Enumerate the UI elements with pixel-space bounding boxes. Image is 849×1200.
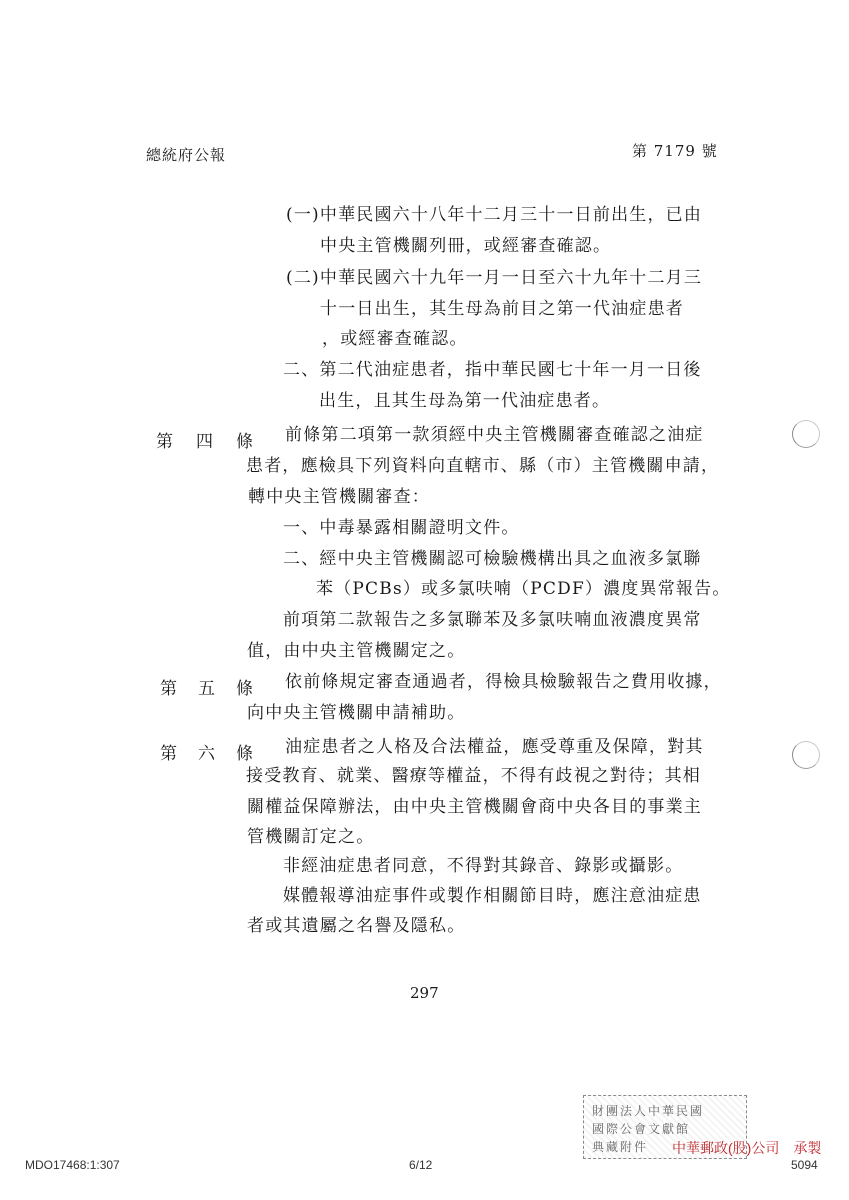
text-line: (二)中華民國六十九年一月一日至六十九年十二月三 — [286, 268, 703, 288]
issue-number: 第 7179 號 — [632, 142, 718, 160]
text-line: 二、第二代油症患者，指中華民國七十年一月一日後 — [283, 360, 702, 380]
text-line: 前項第二款報告之多氯聯苯及多氯呋喃血液濃度異常 — [283, 610, 702, 630]
text-line: 管機關訂定之。 — [247, 827, 375, 847]
text-line: 油症患者之人格及合法權益，應受尊重及保障，對其 — [285, 737, 704, 757]
text-line: 苯（PCBs）或多氯呋喃（PCDF）濃度異常報告。 — [316, 579, 731, 599]
text-line: ，或經審查確認。 — [322, 329, 468, 349]
printer-credit: 中華郵政(股)公司 承製 — [672, 1140, 822, 1156]
article-label: 第 四 條 — [156, 432, 253, 452]
text-line: 向中央主管機關申請補助。 — [247, 703, 466, 723]
punch-hole — [792, 420, 820, 448]
punch-hole — [792, 741, 820, 769]
print-code: 5094 — [791, 1158, 818, 1172]
text-line: 一、中毒暴露相關證明文件。 — [283, 518, 520, 538]
text-line: 接受教育、就業、醫療等權益，不得有歧視之對待；其相 — [246, 766, 701, 786]
text-line: 二、經中央主管機關認可檢驗機構出具之血液多氯聯 — [283, 549, 702, 569]
text-line: 依前條規定審查通過者，得檢具檢驗報告之費用收據， — [285, 672, 722, 692]
article-label: 第 六 條 — [160, 744, 253, 764]
text-line: 轉中央主管機關審查： — [248, 487, 430, 507]
archive-stamp: 財團法人中華民國 國際公會文獻館 典藏附件 — [583, 1095, 747, 1159]
text-line: 前條第二項第一款須經中央主管機關審查確認之油症 — [285, 425, 704, 445]
text-line: 非經油症患者同意，不得對其錄音、錄影或攝影。 — [283, 856, 684, 876]
text-line: 值，由中央主管機關定之。 — [247, 641, 466, 661]
text-line: 患者，應檢具下列資料向直轄市、縣（市）主管機關申請， — [246, 456, 720, 476]
text-line: 者或其遺屬之名譽及隱私。 — [247, 916, 466, 936]
page-number: 297 — [410, 984, 439, 1002]
text-line: 關權益保障辦法，由中央主管機關會商中央各目的事業主 — [247, 797, 702, 817]
text-line: (一)中華民國六十八年十二月三十一日前出生，已由 — [286, 205, 703, 225]
document-id: MDO17468:1:307 — [25, 1158, 120, 1172]
text-line: 十一日出生，其生母為前目之第一代油症患者 — [320, 299, 684, 319]
text-line: 中央主管機關列冊，或經審查確認。 — [320, 236, 612, 256]
article-label: 第 五 條 — [160, 679, 253, 699]
page-of-total: 6/12 — [409, 1158, 433, 1172]
text-line: 出生，且其生母為第一代油症患者。 — [319, 391, 611, 411]
publication-title: 總統府公報 — [146, 146, 227, 164]
text-line: 媒體報導油症事件或製作相關節目時，應注意油症患 — [283, 886, 702, 906]
